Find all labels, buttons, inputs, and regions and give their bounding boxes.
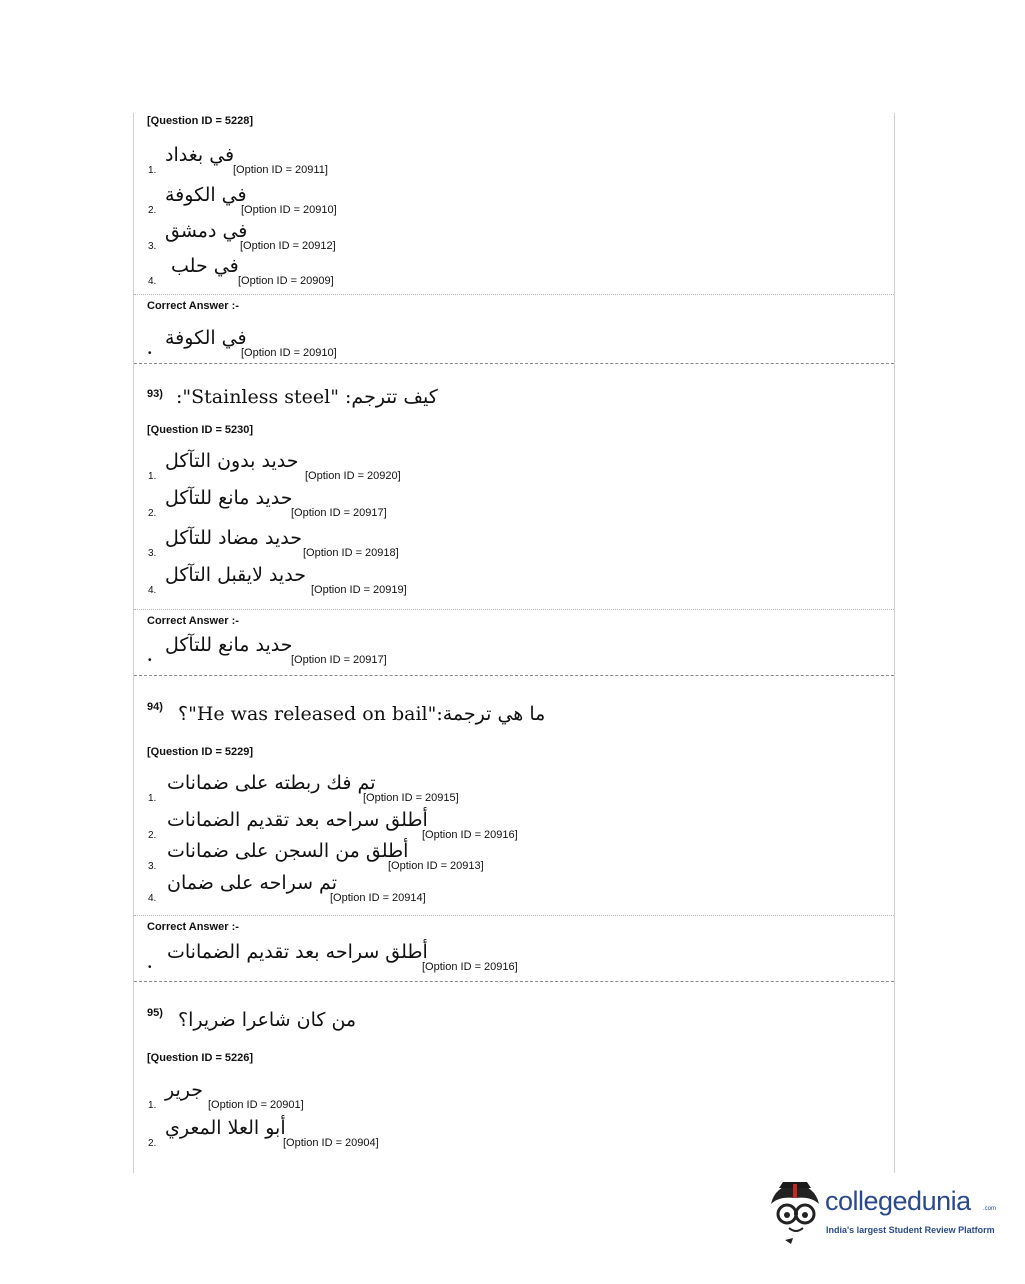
- answer-bullet: •: [148, 348, 152, 359]
- option-item[interactable]: [134, 1113, 894, 1149]
- option-id: [Option ID = 20910]: [241, 347, 337, 359]
- option-number: 4.: [148, 585, 157, 596]
- option-number: 2.: [148, 508, 157, 519]
- divider: [134, 609, 894, 610]
- collegedunia-logo[interactable]: [765, 1178, 995, 1248]
- divider: [134, 294, 894, 295]
- option-id: [Option ID = 20916]: [422, 829, 518, 841]
- correct-answer-label: Correct Answer :-: [147, 300, 239, 312]
- option-id: [Option ID = 20920]: [305, 470, 401, 482]
- answer-text: حديد مانع للتآكل: [165, 634, 293, 656]
- option-item[interactable]: [134, 180, 894, 216]
- option-text: في دمشق: [165, 220, 248, 242]
- answer-text: أطلق سراحه بعد تقديم الضمانات: [167, 941, 428, 963]
- option-item[interactable]: [134, 523, 894, 559]
- correct-answer: [134, 937, 894, 973]
- option-item[interactable]: [134, 140, 894, 176]
- option-number: 1.: [148, 793, 157, 804]
- option-text: حديد مضاد للتآكل: [165, 527, 302, 549]
- question-id: [Question ID = 5230]: [147, 424, 254, 436]
- option-item[interactable]: [134, 836, 894, 872]
- option-number: 1.: [148, 471, 157, 482]
- question-separator: [134, 363, 894, 364]
- option-item[interactable]: [134, 868, 894, 904]
- question-number: 93): [147, 388, 163, 400]
- divider: [134, 915, 894, 916]
- question-separator: [134, 675, 894, 676]
- option-text: في بغداد: [165, 144, 235, 166]
- correct-answer: [134, 323, 894, 359]
- option-id: [Option ID = 20917]: [291, 507, 387, 519]
- logo-tagline: India's largest Student Review Platform: [826, 1225, 995, 1235]
- answer-text: في الكوفة: [165, 327, 247, 349]
- option-number: 4.: [148, 893, 157, 904]
- option-text: تم فك ربطته على ضمانات: [167, 772, 376, 794]
- option-number: 3.: [148, 548, 157, 559]
- question-text: كيف تترجم: "Stainless steel":: [176, 386, 438, 408]
- question-number: 94): [147, 701, 163, 713]
- question-text: ما هي ترجمة:"He was released on bail"؟: [178, 703, 546, 725]
- option-id: [Option ID = 20916]: [422, 961, 518, 973]
- option-text: أبو العلا المعري: [165, 1117, 286, 1139]
- mascot-icon: [765, 1178, 825, 1248]
- option-id: [Option ID = 20918]: [303, 547, 399, 559]
- question-id: [Question ID = 5229]: [147, 746, 254, 758]
- question-number: 95): [147, 1007, 163, 1019]
- question-separator: [134, 981, 894, 982]
- exam-page: [133, 113, 895, 1173]
- option-item[interactable]: [134, 1075, 894, 1111]
- option-text: حديد بدون التآكل: [165, 450, 299, 472]
- option-id: [Option ID = 20913]: [388, 860, 484, 872]
- option-id: [Option ID = 20901]: [208, 1099, 304, 1111]
- option-id: [Option ID = 20909]: [238, 275, 334, 287]
- option-id: [Option ID = 20917]: [291, 654, 387, 666]
- option-text: جرير: [165, 1079, 203, 1101]
- logo-wordmark: collegedunia: [825, 1186, 971, 1216]
- option-number: 3.: [148, 241, 157, 252]
- option-number: 1.: [148, 165, 157, 176]
- option-item[interactable]: [134, 768, 894, 804]
- question-id: [Question ID = 5228]: [147, 115, 254, 127]
- option-id: [Option ID = 20919]: [311, 584, 407, 596]
- question-id: [Question ID = 5226]: [147, 1052, 254, 1064]
- option-item[interactable]: [134, 483, 894, 519]
- question-text: من كان شاعرا ضريرا؟: [178, 1009, 357, 1031]
- option-text: حديد لايقبل التآكل: [165, 564, 306, 586]
- option-text: تم سراحه على ضمان: [167, 872, 337, 894]
- option-id: [Option ID = 20911]: [233, 164, 328, 176]
- option-text: في الكوفة: [165, 184, 247, 206]
- option-item[interactable]: [134, 216, 894, 252]
- option-number: 2.: [148, 205, 157, 216]
- answer-bullet: •: [148, 655, 152, 666]
- correct-answer-label: Correct Answer :-: [147, 921, 239, 933]
- option-id: [Option ID = 20912]: [240, 240, 336, 252]
- option-number: 2.: [148, 830, 157, 841]
- option-id: [Option ID = 20910]: [241, 204, 337, 216]
- option-number: 2.: [148, 1138, 157, 1149]
- option-id: [Option ID = 20914]: [330, 892, 426, 904]
- option-text: حديد مانع للتآكل: [165, 487, 293, 509]
- option-item[interactable]: [134, 446, 894, 482]
- option-text: أطلق من السجن على ضمانات: [167, 840, 409, 862]
- answer-bullet: •: [148, 962, 152, 973]
- option-text: أطلق سراحه بعد تقديم الضمانات: [167, 809, 428, 831]
- correct-answer-label: Correct Answer :-: [147, 615, 239, 627]
- option-number: 3.: [148, 861, 157, 872]
- option-number: 4.: [148, 276, 157, 287]
- option-id: [Option ID = 20904]: [283, 1137, 379, 1149]
- option-item[interactable]: [134, 251, 894, 287]
- option-id: [Option ID = 20915]: [363, 792, 459, 804]
- option-number: 1.: [148, 1100, 157, 1111]
- correct-answer: [134, 630, 894, 666]
- logo-domain-suffix: .com: [983, 1206, 997, 1212]
- option-item[interactable]: [134, 560, 894, 596]
- option-text: في حلب: [171, 255, 239, 277]
